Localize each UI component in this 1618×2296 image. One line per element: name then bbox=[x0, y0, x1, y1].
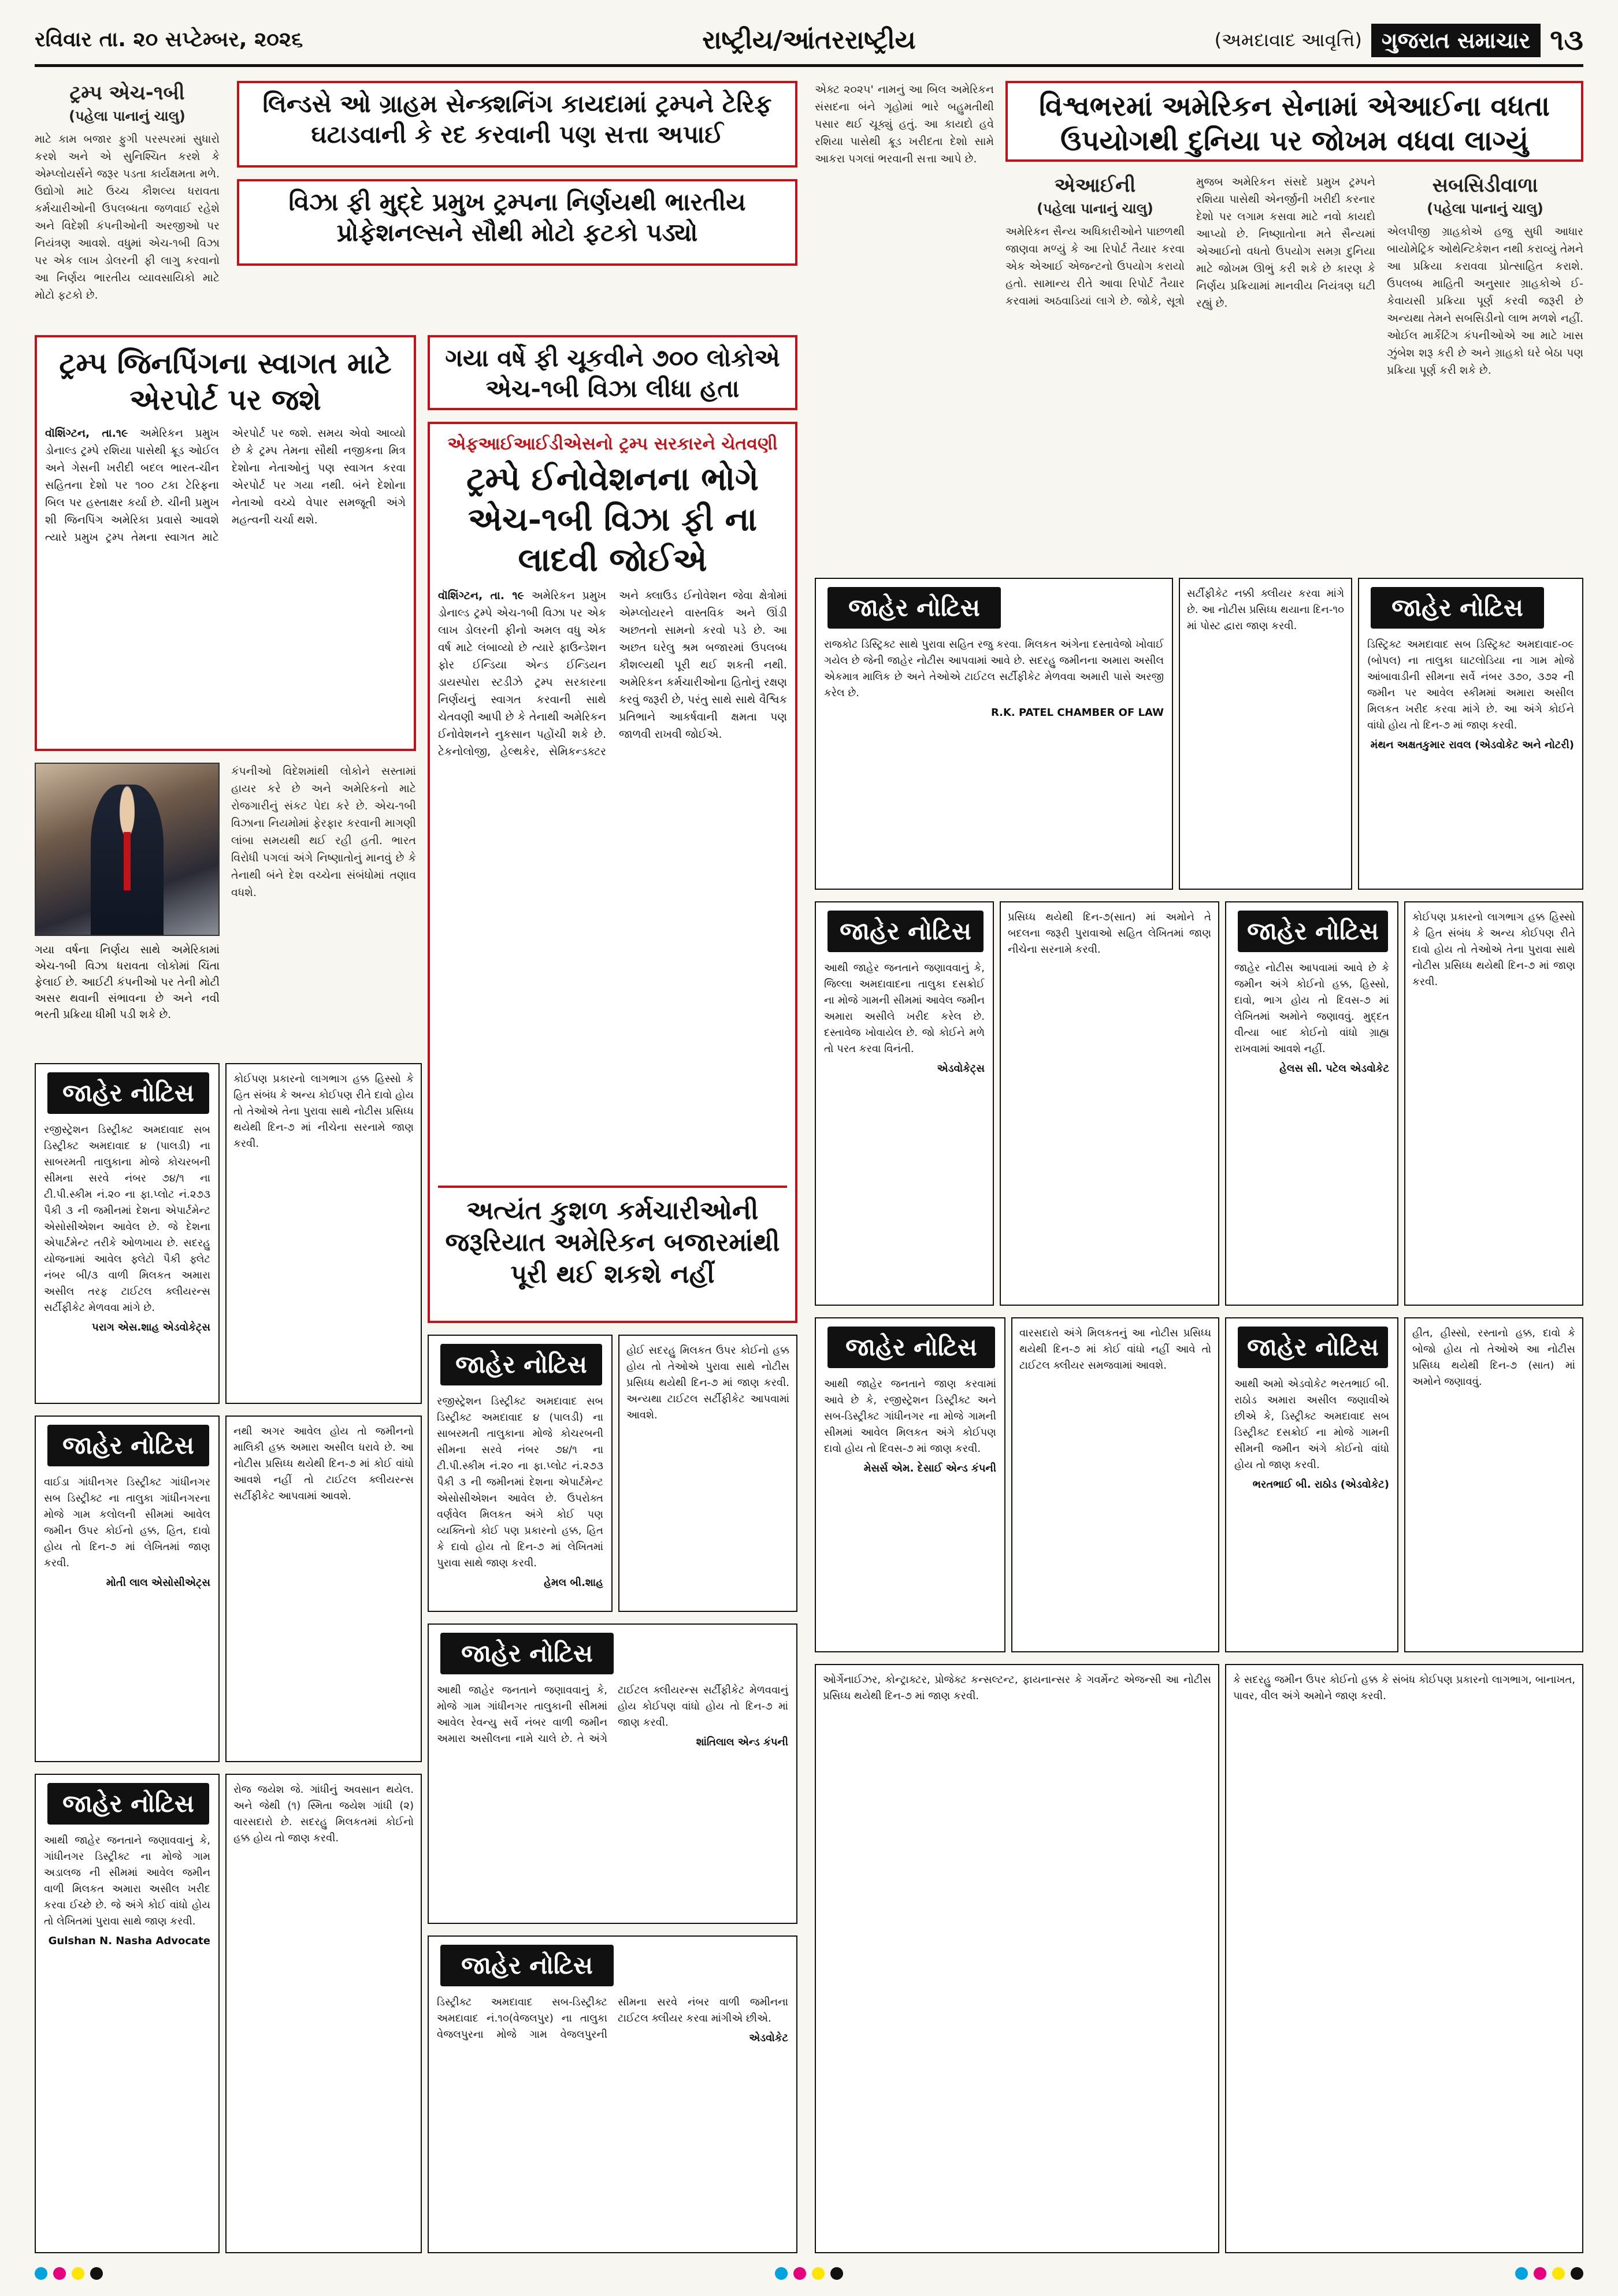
story-subheading: (પહેલા પાનાનું ચાલુ) bbox=[1037, 200, 1153, 217]
notice-signature: મોતી લાલ એસોસીએટ્સ bbox=[106, 1577, 210, 1589]
headline-skilled-workers: અત્યંત કુશળ કર્મચારીઓની જરૂરિયાત અમેરિકન બજારમાંથી પૂરી થઈ શકશે નહીં bbox=[438, 1186, 787, 1290]
headline-visa-fee: વિઝા ફી મુદ્દે પ્રમુખ ટ્રમ્પના નિર્ણયથી ભારતીય પ્રોફેશનલ્સને સૌથી મોટો ફટકો પડ્યો bbox=[237, 179, 797, 266]
page-number: ૧૩ bbox=[1550, 23, 1583, 57]
photo-trump bbox=[35, 763, 220, 936]
notice-continued: કોઈપણ પ્રકારનો લાગભાગ હક્ક હિસ્સો કે હિત સંબંધ કે અન્ય કોઈપણ રીતે દાવો હોય તો તેઓએ તેના પુરાવા સાથે નોટીસ પ્રસિધ્ધ થયેથી દિન-૭ માં જાણ કરવી. bbox=[1404, 901, 1583, 1306]
public-notice bbox=[35, 1063, 220, 1404]
notice-text: આથી જાહેર જનતાને જણાવવાનું કે, ગાંધીનગર ડિસ્ટ્રીક્ટ ના મોજે ગામ અડાલજ ની સીમમાં આવેલ જમીન વાળી મિલકત અમારા અસીલ ખરીદ કરવા ઈચ્છે છે. જે અંગે કોઈ વાંધો હોય તો લેખિતમાં પુરાવા સાથે જાણ કરવી. bbox=[44, 1834, 210, 1927]
notice-heading: જાહેર નોટિસ bbox=[1238, 1327, 1388, 1368]
notice-continued: સર્ટીફીકેટ નક્કી ક્લીયર કરવા માંગે છે. આ નોટીસ પ્રસિધ્ધ થયાના દિન-૧૦ માં પોસ્ટ દ્વારા જાણ કરવી. bbox=[1179, 578, 1352, 890]
story-body: એલપીજી ગ્રાહકોએ હજુ સુધી આધાર બાયોમેટ્રિક ઓથેન્ટિકેશન નથી કરાવ્યું તેમને આ પ્રક્રિયા કરાવવા પ્રોત્સાહિત કરાશે. ઉપલબ્ધ માહિતી અનુસાર ગ્રાહકોએ ઈ-કેવાયસી પ્રક્રિયા પૂર્ણ કરવી જરૂરી છે અન્યથા તેમને સબસિડીનો લાભ મળશે નહીં. ઓઈલ માર્કેટિંગ કંપનીઓએ આ માટે ખાસ ઝુંબેશ શરૂ કરી છે અને ગ્રાહકો ઘરે બેઠા પણ પ્રક્રિયા પૂર્ણ કરી શકે છે. bbox=[1387, 225, 1583, 377]
story-text: અમેરિકન પ્રમુખ ડોનાલ્ડ ટ્રમ્પે એચ-૧બી વિઝા પર એક લાખ ડોલરની ફીનો અમલ વધુ એક વર્ષ માટે લંબાવ્યો છે ત્યારે ફાઉન્ડેશન ફોર ઈન્ડિયા એન્ડ ઈન્ડિયન ડાયસ્પોરા સ્ટડીઝે ટ્રમ્પ સરકારના નિર્ણયનું સ્વાગત કરવાની સાથે ચેતવણી આપી છે કે તેનાથી અમેરિકન ઈનોવેશનને નુકસાન પહોંચી શકે છે. ટેકનોલોજી, હેલ્થકેર, સેમિકન્ડક્ટર અને ક્લાઉડ ઈનોવેશન જેવા ક્ષેત્રોમાં એમ્પ્લોયરને વાસ્તવિક અને ઊંડી અછતનો સામનો કરવો પડે છે. આ અછત ઘરેલુ શ્રમ બજારમાં ઉપલબ્ધ કૌશલ્યથી પૂરી થઈ શકતી નથી. અમેરિકન કર્મચારીઓના હિતોનું રક્ષણ કરવું જરૂરી છે, પરંતુ સાથે સાથે વૈશ્વિક પ્રતિભાને આકર્ષવાની ક્ષમતા પણ જાળવી રાખવી જોઈએ. bbox=[438, 589, 787, 758]
notice-text: રજીસ્ટ્રેશન ડિસ્ટ્રીક્ટ અમદાવાદ સબ ડિસ્ટ્રીક્ટ અમદાવાદ ૪ (પાલડી) ના સાબરમતી તાલુકાના મોજે કોચરબની સીમના સરવે નંબર ૭૪/૧ ના ટી.પી.સ્કીમ નં.૨૦ ના ફા.પ્લોટ નં.૨૭૩ પૈકી ૩ ની જમીનમાં દેશના એપાર્ટમેન્ટ એસોસીએશન આવેલ છે. જે દેશના એપાર્ટમેન્ટ તરીકે ઓળખાય છે. સદરહુ યોજનામાં આવેલ ફ્લેટો પૈકી ફ્લેટ નંબર બી/૩ વાળી મિલકત અમારા અસીલ તરફ ટાઈટલ ક્લીયરન્સ સર્ટીફીકેટ મેળવવા માંગે છે. bbox=[44, 1124, 210, 1314]
notice-heading: જાહેર નોટિસ bbox=[47, 1783, 209, 1825]
public-notice bbox=[1225, 1317, 1398, 1652]
section-title: રાષ્ટ્રીય/આંતરરાષ્ટ્રીય bbox=[702, 25, 916, 55]
print-registration-marks bbox=[35, 2265, 1583, 2282]
headline-lindsey-graham: લિન્ડસે ઓ ગ્રાહમ સેન્ક્શનિંગ કાયદામાં ટ્રમ્પને ટેરિફ ઘટાડવાની કે રદ કરવાની પણ સત્તા અપાઈ bbox=[237, 81, 797, 168]
story-text: અમેરિકન પ્રમુખ ડોનાલ્ડ ટ્રમ્પે રશિયા પાસેથી ક્રૂડ ઓઈલ અને ગેસની ખરીદી બદલ ભારત-ચીન સહિતના દેશો પર ૧૦૦ ટકા ટેરિફના બિલ પર હસ્તાક્ષર કર્યા છે. ચીની પ્રમુખ શી જિનપિંગ અમેરિકા પ્રવાસે આવશે ત્યારે પ્રમુખ ટ્રમ્પ તેમના સ્વાગત માટે એરપોર્ટ પર જશે. સમય એવો આવ્યો છે કે ટ્રમ્પ તેમના સૌથી નજીકના મિત્ર દેશોના નેતાઓનું પણ સ્વાગત કરવા એરપોર્ટ પર ગયા નથી. બંને દેશોના નેતાઓ વચ્ચે વેપાર સમજૂતી અંગે મહત્વની ચર્ચા થશે. bbox=[45, 427, 406, 544]
column-visa-impact bbox=[231, 763, 416, 1046]
public-notice bbox=[1358, 578, 1583, 890]
notice-text: જાહેર નોટીસ આપવામાં આવે છે કે જમીન અંગે કોઈનો હક્ક, હિસ્સો, દાવો, ભાગ હોય તો દિવસ-૭ માં લેખિતમાં અમોને જણાવવું. મુદ્દત વીત્યા બાદ કોઈનો વાંધો ગ્રાહ્ય રાખવામાં આવશે નહીં. bbox=[1234, 962, 1389, 1055]
issue-date: રવિવાર તા. ૨૦ સપ્ટેમ્બર, ૨૦૨૬ bbox=[35, 28, 303, 51]
column-act-2025 bbox=[815, 81, 994, 404]
notice-continued: હોઈ સદરહુ મિલકત ઉપર કોઈનો હક્ક હોય તો તેઓએ પુરાવા સાથે નોટીસ પ્રસિધ્ધ થયેથી દિન-૭ માં જાણ કરવી. અન્યથા ટાઈટલ સર્ટીફીકેટ આપવામાં આવશે. bbox=[618, 1335, 797, 1612]
edition-label: (અમદાવાદ આવૃત્તિ) bbox=[1214, 29, 1362, 51]
story-body bbox=[438, 587, 787, 1176]
story-dateline: વૉશિંગ્ટન, તા.૧૯ bbox=[45, 427, 128, 440]
color-dots-right bbox=[1515, 2267, 1583, 2280]
notice-heading: જાહેર નોટિસ bbox=[1238, 911, 1388, 952]
public-notice bbox=[428, 1935, 797, 2253]
notice-heading: જાહેર નોટિસ bbox=[827, 911, 984, 952]
notice-text: રજીસ્ટ્રેશન ડિસ્ટ્રીક્ટ અમદાવાદ સબ ડિસ્ટ્રીક્ટ અમદાવાદ ૪ (પાલડી) ના સાબરમતી તાલુકાના મોજે કોચરબની સીમના સરવે નંબર ૭૪/૧ ના ટી.પી.સ્કીમ નં.૨૦ ના ફા.પ્લોટ નં.૨૭૩ પૈકી ૩ ની જમીનમાં દેશના એપાર્ટમેન્ટ એસોસીએશન આવેલ છે. ઉપરોક્ત વર્ણવેલ મિલકત અંગે કોઈ પણ વ્યક્તિનો કોઈ પણ પ્રકારનો હક્ક, હિત કે દાવો હોય તો દિન-૭ માં લેખિતમાં પુરાવા સાથે જાણ કરવી. bbox=[437, 1395, 603, 1569]
story-body bbox=[45, 425, 406, 546]
story-heading: એઆઈની bbox=[1054, 174, 1136, 197]
public-notice bbox=[428, 1623, 797, 1924]
story-body: માટે કામ બજાર ફુગી પરસ્પરમાં સુધારો કરશે અને એ સુનિશ્ચિત કરશે કે એમ્પ્લોયર્સને જરૂર પડતા કાર્યક્ષમતા મળે. ઉદ્યોગો માટે ઉચ્ચ કૌશલ્ય ધરાવતા કર્મચારીઓની ઉપલબ્ધતા જળવાઈ રહેશે અને વિદેશી કંપનીઓની અરજીઓ પર નિયંત્રણ આવશે. વધુમાં એચ-૧બી વિઝા પર એક લાખ ડોલરની ફી લાગુ કરવાનો આ નિર્ણય ભારતીય વ્યાવસાયિકો માટે મોટો ફટકો છે. bbox=[35, 133, 220, 302]
notice-body bbox=[824, 637, 1164, 883]
notice-signature: એડવોકેટ્સ bbox=[937, 1062, 985, 1075]
story-heading: ટ્રમ્પ એચ-૧બી bbox=[69, 81, 185, 105]
story-box-fiids bbox=[428, 422, 797, 1323]
notice-body bbox=[824, 960, 985, 1299]
notice-body bbox=[1234, 1376, 1389, 1645]
photo-caption: ગયા વર્ષના નિર્ણય સાથે અમેરિકામાં એચ-૧બી વિઝા ધરાવતા લોકોમાં ચિંતા ફેલાઈ છે. આઈટી કંપનીઓ પર તેની મોટી અસર થવાની સંભાવના છે અને નવી ભરતી પ્રક્રિયા ધીમી પડી શકે છે. bbox=[35, 943, 220, 1021]
notice-body bbox=[824, 1376, 996, 1645]
story-box-airport bbox=[35, 335, 416, 751]
notice-body bbox=[1367, 637, 1574, 883]
notice-signature: મંથન અક્ષતકુમાર રાવલ (એડવોકેટ અને નોટરી) bbox=[1370, 739, 1574, 751]
notice-continued: કોઈપણ પ્રકારનો લાગભાગ હક્ક હિસ્સો કે હિત સંબંધ કે અન્ય કોઈપણ રીતે દાવો હોય તો તેઓએ તેના પુરાવા સાથે નોટીસ પ્રસિધ્ધ થયેથી દિન-૭ માં નીચેના સરનામે જાણ કરવી. bbox=[225, 1063, 422, 1404]
notice-signature: R.K. PATEL CHAMBER OF LAW bbox=[990, 707, 1164, 719]
tie-shape bbox=[124, 832, 131, 890]
notice-text: વાઈડા ગાંધીનગર ડિસ્ટ્રીક્ટ ગાંધીનગર સબ ડિસ્ટ્રીક્ટ ના તાલુકા ગાંધીનગરના મોજે ગામ કલોલની સીમમાં આવેલ જમીન ઉપર કોઈનો હક્ક, હિત, દાવો હોય તો દિન-૭ માં લેખિતમાં જાણ કરવી. bbox=[44, 1476, 210, 1569]
story-subheading: (પહેલા પાનાનું ચાલુ) bbox=[69, 108, 185, 124]
notice-signature: પરાગ એસ.શાહ એડવોકેટ્સ bbox=[92, 1321, 210, 1333]
headline-ai-military-risk: વિશ્વભરમાં અમેરિકન સેનામાં એઆઈના વધતા ઉપયોગથી દુનિયા પર જોખમ વધવા લાગ્યું bbox=[1005, 81, 1583, 162]
notice-heading: જાહેર નોટિસ bbox=[827, 587, 1001, 629]
story-dateline: વૉશિંગ્ટન, તા. ૧૯ bbox=[438, 589, 524, 602]
newspaper-logo: ગુજરાત સમાચાર bbox=[1371, 24, 1541, 57]
notice-heading: જાહેર નોટિસ bbox=[440, 1633, 614, 1674]
notice-heading: જાહેર નોટિસ bbox=[47, 1425, 209, 1466]
public-notice bbox=[428, 1335, 613, 1612]
notice-continued: પ્રસિધ્ધ થયેથી દિન-૭(સાત) માં અમોને તે બદલના જરૂરી પુરાવાઓ સહિત લેખિતમાં જાણ નીચેના સરનામે કરવી. bbox=[1000, 901, 1219, 1306]
page-masthead bbox=[35, 23, 1583, 67]
color-dots-center bbox=[775, 2267, 843, 2280]
story-body: કંપનીઓ વિદેશમાંથી લોકોને સસ્તામાં હાયર કરે છે અને અમેરિકનો માટે રોજગારીનું સંકટ પેદા કરે છે. એચ-૧બી વિઝાના નિયમોમાં ફેરફાર કરવાની માગણી લાંબા સમયથી થઈ રહી હતી. ભારત વિરોધી પગલાં અંગે નિષ્ણાતોનું માનવું છે કે તેનાથી બંને દેશ વચ્ચેના સંબંધોમાં તણાવ વધશે. bbox=[231, 765, 416, 899]
notice-signature: એડવોકેટ bbox=[749, 2032, 788, 2044]
notice-signature: હેલસ સી. પટેલ એડવોકેટ bbox=[1279, 1062, 1389, 1075]
notice-body bbox=[44, 1474, 210, 1755]
story-heading: ટ્રમ્પે ઈનોવેશનના ભોગે એચ-૧બી વિઝા ફી ના લાદવી જોઈએ bbox=[466, 460, 759, 579]
notice-heading: જાહેર નોટિસ bbox=[47, 1072, 209, 1114]
notice-continued: ઓર્ગેનાઈઝર, કોન્ટ્રાક્ટર, પ્રોજેક્ટ કન્સલ્ટન્ટ, ફાયનાન્સર કે ગવર્મેન્ટ એજન્સી આ નોટીસ પ્રસિધ્ધ થયેથી દિન-૭ માં જાણ કરવી. bbox=[815, 1664, 1219, 2253]
notice-continued: વારસદારો અંગે મિલકતનું આ નોટીસ પ્રસિધ્ધ થયેથી દિન-૭ માં કોઈ વાંધો નહીં આવે તો ટાઈટલ ક્લીયર સમજવામાં આવશે. bbox=[1011, 1317, 1219, 1652]
notice-text: આથી જાહેર જનતાને જાણ કરવામાં આવે છે કે, રજીસ્ટ્રેશન ડિસ્ટ્રીક્ટ અને સબ-ડિસ્ટ્રીક્ટ ગાંધીનગર ના મોજે ગામની સીમમાં આવેલ મિલકત અંગે કોઈપણ દાવો હોય તો દિવસ-૭ માં જાણ કરવી. bbox=[824, 1378, 996, 1455]
story-subheading: (પહેલા પાનાનું ચાલુ) bbox=[1427, 200, 1543, 217]
notice-heading: જાહેર નોટિસ bbox=[827, 1327, 995, 1368]
notice-text: આથી જાહેર જનતાને જણાવવાનું કે, મોજે ગામ ગાંધીનગર તાલુકાની સીમમાં આવેલ રેવન્યુ સર્વે નંબર વાળી જમીન અમારા અસીલના નામે ચાલે છે. તે અંગે ટાઈટલ ક્લીયરન્સ સર્ટીફીકેટ મેળવવાનું હોય કોઈપણ વાંધો હોય તો દિન-૭ માં જાણ કરવી. bbox=[437, 1684, 788, 1745]
notice-signature: Gulshan N. Nasha Advocate bbox=[48, 1935, 210, 1947]
story-body: એક્ટ ૨૦૨૫' નામનું આ બિલ અમેરિકન સંસદના બંને ગૃહોમાં ભારે બહુમતીથી પસાર થઈ ચૂક્યું હતું. આ કાયદો હવે રશિયા પાસેથી ક્રૂડ ખરીદતા દેશો સામે આકરા પગલાં ભરવાની સત્તા આપે છે. bbox=[815, 83, 994, 165]
public-notice bbox=[815, 901, 994, 1306]
notice-continued: રોજ જયેશ જે. ગાંધીનું અવસાન થયેલ. અને જેથી (૧) સ્મિતા જયેશ ગાંધી (૨) વારસદારો છે. સદરહુ મિલકતમાં કોઈનો હક્ક હોય તો જાણ કરવી. bbox=[225, 1774, 422, 2253]
notice-body bbox=[44, 1122, 210, 1397]
headline-last-year-visas: ગયા વર્ષે ફી ચૂકવીને ૭૦૦ લોકોએ એચ-૧બી વિઝા લીધા હતા bbox=[428, 335, 797, 410]
notice-text: રાજકોટ ડિસ્ટ્રિક્ટ સાથે પુરાવા સહિત રજુ કરવા. મિલકત અંગેના દસ્તાવેજો ખોવાઈ ગયેલ છે જેની જાહેર નોટીસ આપવામાં આવે છે. સદરહુ જમીનના અમારા અસીલ એકમાત્ર માલિક છે અને તેઓએ ટાઈટલ સર્ટીફીકેટ મેળવવા અમારી પાસે અરજી કરેલ છે. bbox=[824, 638, 1164, 699]
masthead-right bbox=[1215, 23, 1583, 57]
notice-signature: ભરતભાઈ બી. રાઠોડ (એડવોકેટ) bbox=[1252, 1478, 1389, 1491]
notice-body bbox=[44, 1833, 210, 2246]
notice-signature: હેમલ બી.શાહ bbox=[544, 1577, 603, 1589]
story-ai-continued bbox=[1005, 173, 1375, 566]
story-heading: ટ્રમ્પ જિનપિંગના સ્વાગત માટે એરપોર્ટ પર જશે bbox=[59, 346, 392, 417]
notice-text: ડિસ્ટ્રિક્ટ અમદાવાદ સબ ડિસ્ટ્રિક્ટ અમદાવાદ-૦૯ (બોપલ) ના તાલુકા ઘાટલોડિયા ના ગામ મોજે આંબાવાડીની સીમના સર્વે નંબર ૩૭૦, ૩૭૨ ની જમીન પર આવેલ સ્કીમમાં અમારા અસીલ મિલકત ખરીદ કરવા માંગે છે. આ અંગે કોઈને વાંધો હોય તો દિન-૭ માં જાણ કરવી. bbox=[1367, 638, 1574, 731]
public-notice bbox=[815, 1317, 1005, 1652]
notice-body bbox=[437, 1394, 603, 1605]
public-notice bbox=[35, 1416, 220, 1762]
notice-continued: હીત, હીસ્સો, રસ્તાનો હક્ક, દાવો કે બોજો હોય તો તેઓએ આ નોટીસ પ્રસિધ્ધ થયેથી દિન-૭ (સાત) માં અમોને જણાવવું. bbox=[1404, 1317, 1583, 1652]
story-heading: સબસિડીવાળા bbox=[1432, 174, 1538, 197]
notice-text: આથી અમો એડવોકેટ ભરતભાઈ બી. રાઠોડ અમારા અસીલ જણાવીએ છીએ કે, ડિસ્ટ્રીક્ટ અમદાવાદ સબ ડિસ્ટ્રીક્ટ દસક્રોઈ ના મોજે ગામની સીમની જમીન અંગે કોઈનો વાંધો હોય તો જાણ કરવી. bbox=[1234, 1378, 1389, 1471]
notice-body bbox=[437, 1994, 788, 2246]
story-kicker: એફઆઈઆઈડીએસનો ટ્રમ્પ સરકારને ચેતવણી bbox=[447, 434, 778, 454]
notice-heading: જાહેર નોટિસ bbox=[1371, 587, 1544, 629]
public-notice bbox=[1225, 901, 1398, 1306]
story-subsidy-continued bbox=[1387, 173, 1583, 566]
notice-signature: મેસર્સ એમ. દેસાઈ એન્ડ કંપની bbox=[863, 1462, 996, 1474]
color-dots-left bbox=[35, 2267, 103, 2280]
notice-continued: નથી અગર આવેલ હોય તો જમીનનો માલિકી હક્ક અમારા અસીલ ધરાવે છે. આ નોટીસ પ્રસિધ્ધ થયેથી દિન-૭ માં કોઈ વાંધો આવશે નહીં તો ટાઈટલ ક્લીયરન્સ સર્ટીફીકેટ આપવામાં આવશે. bbox=[225, 1416, 422, 1762]
notice-text: ડિસ્ટ્રીક્ટ અમદાવાદ સબ-ડિસ્ટ્રીક્ટ અમદાવાદ નં.૧૦(વેજલપુર) ના તાલુકા વેજલપુરના મોજે ગામ વેજલપુરની સીમના સરવે નંબર વાળી જમીનના ટાઈટલ ક્લીયર કરવા માંગીએ છીએ. bbox=[437, 1996, 788, 2041]
notice-signature: શાંતિલાલ એન્ડ કંપની bbox=[696, 1736, 788, 1748]
notice-continued: કે સદરહુ જમીન ઉપર કોઈનો હક્ક કે સંબંધ કોઈપણ પ્રકારનો લાગભાગ, બાનાખત, પાવર, વીલ અંગે અમોને જાણ કરવી. bbox=[1225, 1664, 1583, 2253]
notice-body bbox=[1234, 960, 1389, 1299]
public-notice bbox=[815, 578, 1173, 890]
notice-text: આથી જાહેર જનતાને જણાવવાનું કે, જિલ્લા અમદાવાદના તાલુકા દસક્રોઈ ના મોજે ગામની સીમમાં આવેલ જમીન અમારા અસીલે ખરીદ કરેલ છે. દસ્તાવેજ ખોવાયેલ છે. જો કોઈને મળે તો પરત કરવા વિનંતી. bbox=[824, 962, 985, 1055]
notice-heading: જાહેર નોટિસ bbox=[440, 1344, 602, 1385]
notice-heading: જાહેર નોટિસ bbox=[440, 1945, 614, 1986]
public-notice bbox=[35, 1774, 220, 2253]
notice-body bbox=[437, 1682, 788, 1917]
story-body: અમેરિકન સૈન્ય અધિકારીઓને પાછળથી જાણવા મળ્યું કે આ રિપોર્ટ તૈયાર કરવા એક એઆઈ એજન્ટનો ઉપયોગ કરાયો હતો. સામાન્ય રીતે આવા રિપોર્ટ તૈયાર કરવામાં અઠવાડિયાં લાગે છે. જોકે, સૂત્રો મુજબ અમેરિકન સંસદે પ્રમુખ ટ્રમ્પને રશિયા પાસેથી એનર્જીની ખરીદી કરનાર દેશો પર લગામ કસવા માટે નવો કાયદો આપ્યો છે. નિષ્ણાતોના મતે સૈન્યમાં એઆઈનો વધતો ઉપયોગ સમગ્ર દુનિયા માટે જોખમ ઊભું કરી શકે છે કારણ કે નિર્ણય પ્રક્રિયામાં માનવીય નિયંત્રણ ઘટી રહ્યું છે. bbox=[1005, 176, 1375, 310]
column-h1b-continued bbox=[35, 81, 220, 329]
